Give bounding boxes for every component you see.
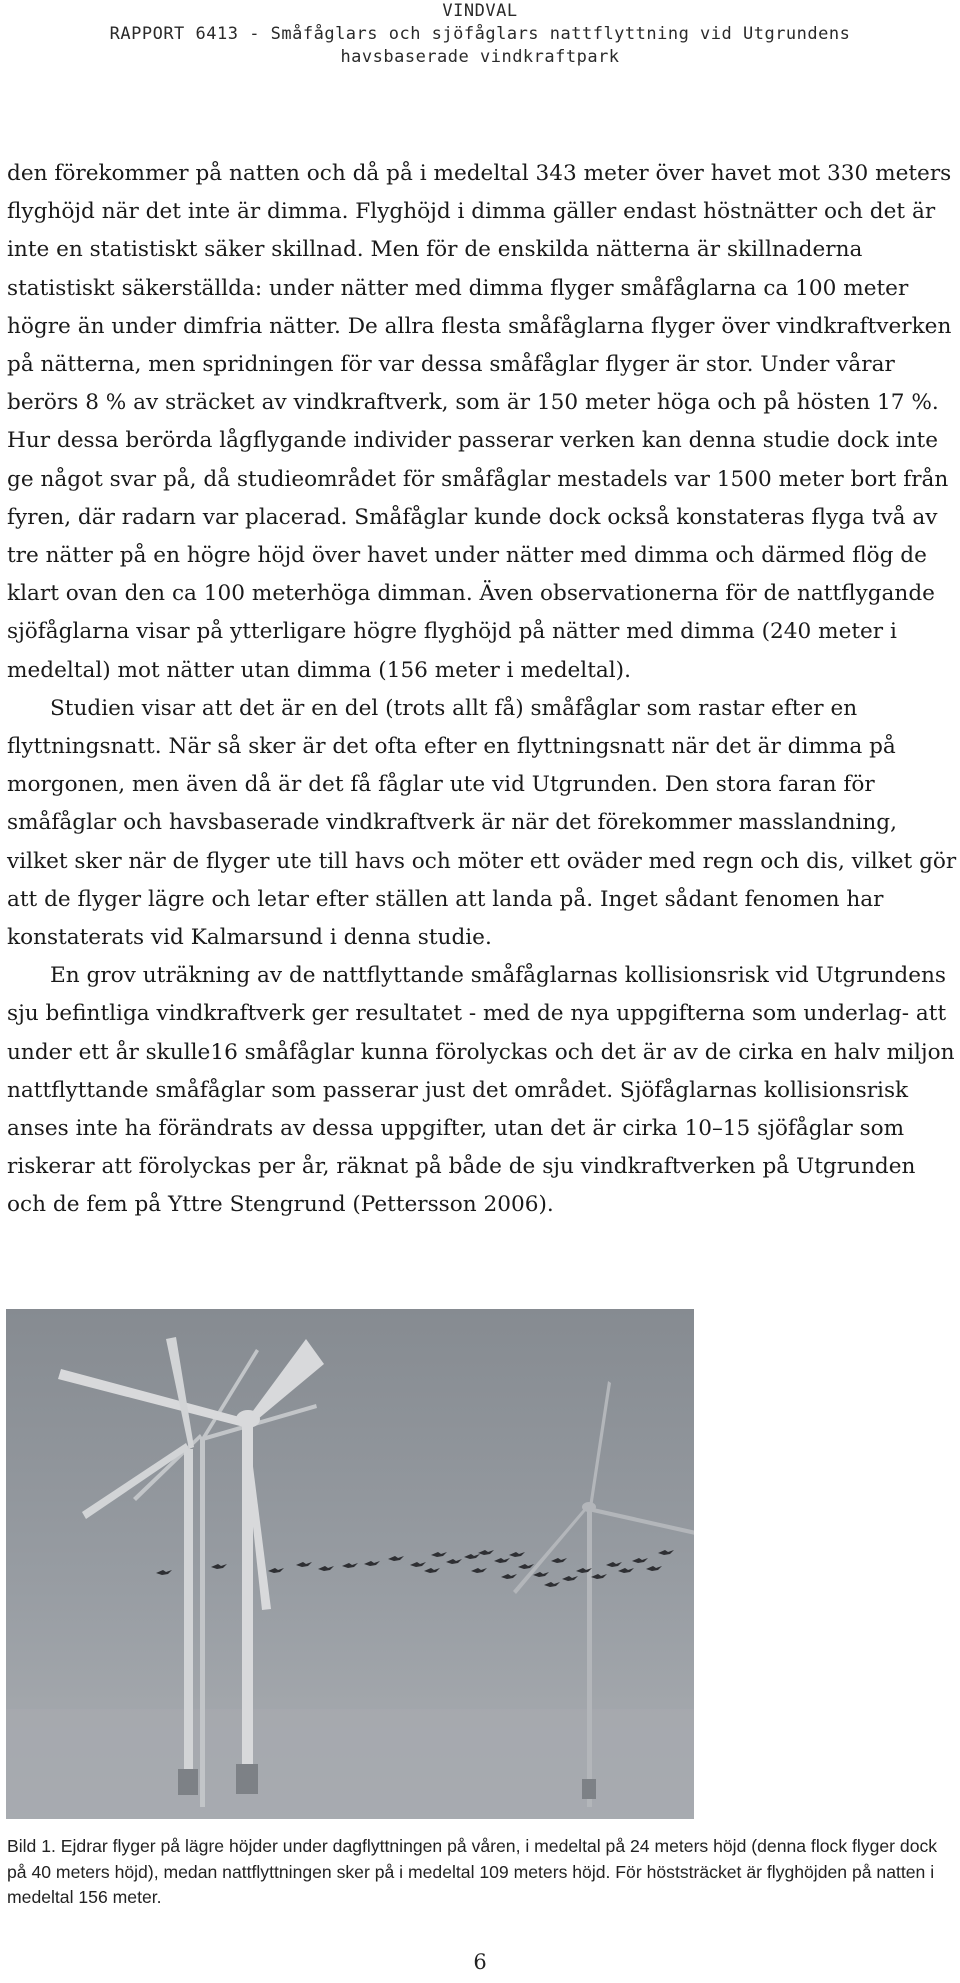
paragraph: Studien visar att det är en del (trots allt få) småfåglar som rastar efter en flyttningsnatt. När så sker är det ofta efter en flyttningsnatt när det är dimma på morgonen, men även då är det få fåglar ute vid Utgrunden. Den stora faran för småfåglar och havsbaserade vindkraftverk är när det förekommer masslandning, vilket sker när de flyger ute till havs och möter ett oväder med regn och dis, vilket gör att de flyger lägre och letar efter ställen att landa på. Inget sådant fenomen har konstaterats vid Kalmarsund i denna studie. bbox=[7, 695, 957, 951]
photo-illustration bbox=[6, 1309, 694, 1819]
paragraph: En grov uträkning av de nattflyttande småfåglarnas kollisionsrisk vid Utgrundens sju befintliga vindkraftverk ger resultatet - med de nya uppgifterna som underlag- att under ett år skulle16 småfåglar kunna förolyckas och det är av de cirka en halv miljon nattflyttande småfåglar som passerar just det området. Sjöfåglarnas kollisionsrisk anses inte ha förändrats av dessa uppgifter, utan det är cirka 10–15 sjöfåglar som riskerar att förolyckas per år, räknat på både de sju vindkraftverken på Utgrunden och de fem på Yttre Stengrund (Pettersson 2006). bbox=[7, 963, 955, 1218]
figure-caption: Bild 1. Ejdrar flyger på lägre höjder under dagflyttningen på våren, i medeltal på 24 meters höjd (denna flock flyger dock på 40 meters höjd), medan nattflyttningen sker på i medeltal 109 meters höjd. För höststräcket är flyghöjden på natten i medeltal 156 meter. bbox=[7, 1836, 938, 1907]
report-series: VINDVAL bbox=[442, 1, 518, 21]
wind-turbine-photo bbox=[6, 1309, 694, 1819]
page-number: 6 bbox=[473, 1950, 487, 1974]
paragraph: den förekommer på natten och då på i medeltal 343 meter över havet mot 330 meters flyghöjd när det inte är dimma. Flyghöjd i dimma gäller endast höstnätter och det är inte en statistiskt säker skillnad. Men för de enskilda nätterna är skillnaderna statistiskt säkerställda: under nätter med dimma flyger småfåglarna ca 100 meter högre än under dimfria nätter. De allra flesta småfåglarna flyger över vindkraftverken på nätterna, men spridningen för var dessa småfåglar flyger är stor. Under vårar berörs 8 % av sträcket av vindkraftverk, som är 150 meter höga och på hösten 17 %. Hur dessa berörda lågflygande individer passerar verken kan denna studie dock inte ge något svar på, då studieområdet för småfåglar mestadels var 1500 meter bort från fyren, där radarn var placerad. Småfåglar kunde dock också konstateras flyga två av tre nätter på en högre höjd över havet under nätter med dimma och därmed flög de klart ovan den ca 100 meterhöga dimman. Även observationerna för de nattflygande sjöfåglarna visar på ytterligare högre flyghöjd på nätter med dimma (240 meter i medeltal) mot nätter utan dimma (156 meter i medeltal). bbox=[7, 161, 952, 683]
page-header bbox=[0, 0, 960, 69]
report-title: RAPPORT 6413 - Småfåglars och sjöfåglars nattflyttning vid Utgrundens bbox=[109, 24, 851, 44]
report-subtitle: havsbaserade vindkraftpark bbox=[340, 47, 620, 67]
body-text bbox=[7, 155, 959, 1225]
